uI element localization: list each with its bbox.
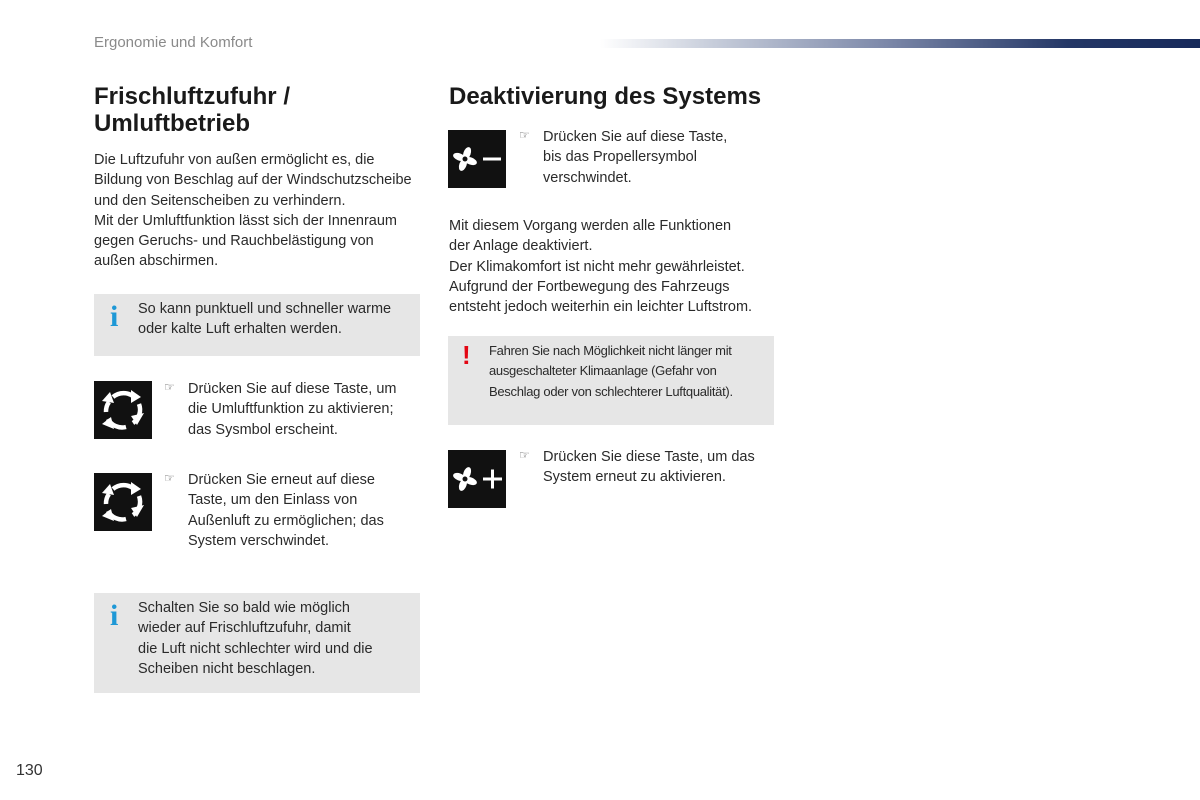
text-line: Bildung von Beschlag auf der Windschutzscheibe xyxy=(94,172,412,189)
text-line: System erneut zu aktivieren. xyxy=(543,469,726,486)
header-gradient-bar xyxy=(600,39,1200,48)
text-line: Die Luftzufuhr von außen ermöglicht es, die xyxy=(94,152,375,168)
warning-box xyxy=(448,336,774,425)
info-icon: i xyxy=(110,599,119,632)
text-line: Der Klimakomfort ist nicht mehr gewährleistet. xyxy=(449,258,745,275)
info-box xyxy=(94,593,420,693)
fan-plus-button-image xyxy=(448,450,506,508)
text-line: oder kalte Luft erhalten werden. xyxy=(138,321,342,338)
recirculation-button-image xyxy=(94,473,152,531)
deactivation-paragraph xyxy=(449,216,789,317)
step-text xyxy=(188,379,396,440)
text-line: bis das Propellersymbol xyxy=(543,149,697,166)
text-line: Schalten Sie so bald wie möglich xyxy=(138,600,350,616)
warning-text xyxy=(489,341,773,402)
text-line: außen abschirmen. xyxy=(94,253,219,270)
info-text xyxy=(138,299,418,340)
text-line: entsteht jedoch weiterhin ein leichter Luftstrom. xyxy=(449,299,753,316)
text-line: Mit diesem Vorgang werden alle Funktionen xyxy=(449,218,732,234)
text-line: Mit der Umluftfunktion lässt sich der Innenraum xyxy=(94,212,398,229)
text-line: und den Seitenscheiben zu verhindern. xyxy=(94,192,346,209)
text-line: Außenluft zu ermöglichen; das xyxy=(188,512,384,529)
fan-plus-icon xyxy=(448,450,506,508)
text-line: die Luft nicht schlechter wird und die xyxy=(138,640,373,657)
info-box xyxy=(94,294,420,356)
text-line: Drücken Sie auf diese Taste, xyxy=(543,129,728,145)
text-line: die Umluftfunktion zu aktivieren; xyxy=(188,401,394,418)
step-text xyxy=(543,127,727,188)
text-line: Fahren Sie nach Möglichkeit nicht länger mit xyxy=(489,343,732,358)
step-text xyxy=(543,447,755,488)
text-line: Aufgrund der Fortbewegung des Fahrzeugs xyxy=(449,278,730,295)
step-activate-recirculation xyxy=(164,379,424,440)
text-line: Beschlag oder von schlechterer Luftqualität). xyxy=(489,383,733,399)
section-heading-deactivate: Deaktivierung des Systems xyxy=(449,83,762,110)
pointer-icon: ☞ xyxy=(519,448,530,462)
recirculation-icon xyxy=(94,473,152,531)
text-line: verschwindet. xyxy=(543,169,632,186)
step-text xyxy=(188,470,384,551)
text-line: Drücken Sie auf diese Taste, um xyxy=(188,381,397,397)
page-number: 130 xyxy=(16,762,43,779)
text-line: gegen Geruchs- und Rauchbelästigung von xyxy=(94,233,374,250)
pointer-icon: ☞ xyxy=(519,128,530,142)
info-text xyxy=(138,598,418,679)
heading-line: Frischluftzufuhr / xyxy=(94,83,290,110)
text-line: wieder auf Frischluftzufuhr, damit xyxy=(138,620,351,637)
text-line: So kann punktuell und schneller warme xyxy=(138,301,392,317)
text-line: Drücken Sie diese Taste, um das xyxy=(543,449,755,465)
text-line: System verschwindet. xyxy=(188,532,330,549)
warning-icon: ! xyxy=(462,340,471,370)
text-line: Scheiben nicht beschlagen. xyxy=(138,660,316,677)
text-line: Taste, um den Einlass von xyxy=(188,492,358,509)
intro-paragraph xyxy=(94,150,424,272)
text-line: der Anlage deaktiviert. xyxy=(449,238,593,255)
recirculation-button-image xyxy=(94,381,152,439)
info-icon: i xyxy=(110,300,119,333)
pointer-icon: ☞ xyxy=(164,471,175,485)
pointer-icon: ☞ xyxy=(164,380,175,394)
text-line: Drücken Sie erneut auf diese xyxy=(188,472,375,488)
recirculation-icon xyxy=(94,381,152,439)
step-reactivate-system xyxy=(519,447,789,488)
section-heading-fresh-air xyxy=(94,83,290,137)
heading-line: Umluftbetrieb xyxy=(94,110,250,137)
step-deactivate-recirculation xyxy=(164,470,424,551)
text-line: ausgeschalteter Klimaanlage (Gefahr von xyxy=(489,363,717,379)
section-title: Ergonomie und Komfort xyxy=(94,34,253,51)
fan-minus-icon xyxy=(448,130,506,188)
step-deactivate-system xyxy=(519,127,779,188)
fan-minus-button-image xyxy=(448,130,506,188)
text-line: das Sysmbol erscheint. xyxy=(188,421,338,438)
